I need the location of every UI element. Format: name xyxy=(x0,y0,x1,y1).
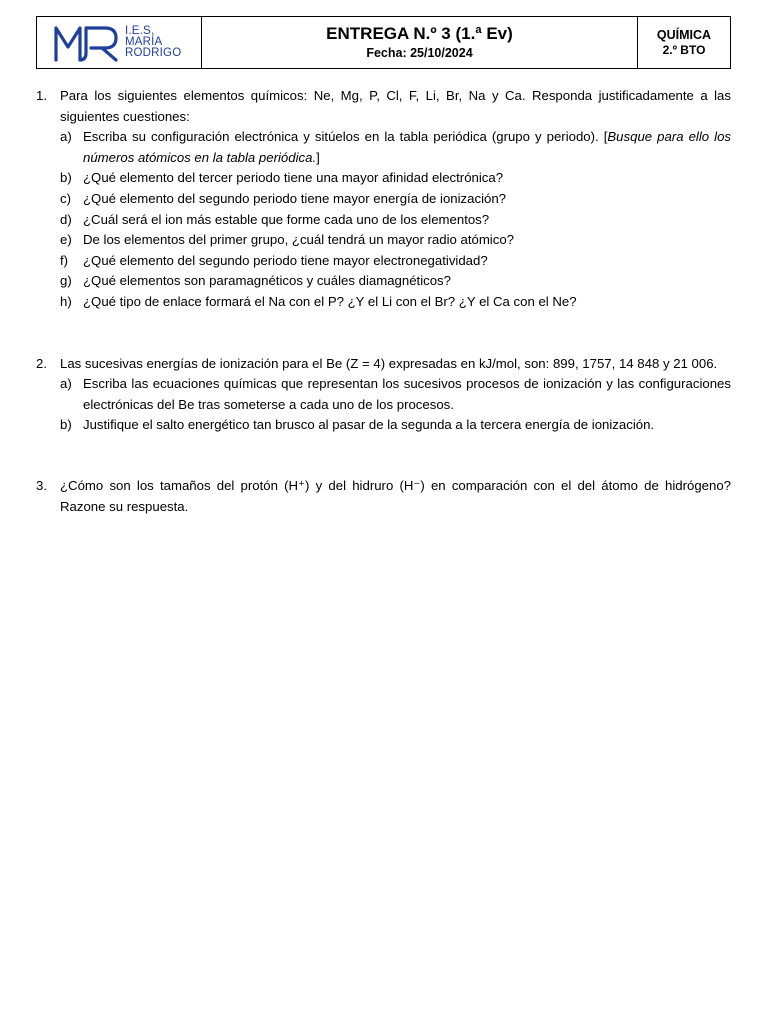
sub-question-text-end: ] xyxy=(316,149,320,165)
sub-question-text: ¿Qué tipo de enlace formará el Na con el P? ¿Y el Li con el Br? ¿Y el Ca con el Ne? xyxy=(83,293,577,309)
sub-question-text xyxy=(83,127,731,168)
subject-name: QUÍMICA xyxy=(656,28,712,42)
monogram-icon xyxy=(53,23,123,63)
question-number: 1. xyxy=(36,88,47,103)
sub-question-text: ¿Qué elementos son paramagnéticos y cuáles diamagnéticos? xyxy=(83,273,451,289)
sub-question-letter: d) xyxy=(60,211,72,227)
header-subject-cell xyxy=(638,17,730,68)
sub-question-letter: g) xyxy=(60,273,72,289)
school-name-line3: RODRIGO xyxy=(125,47,182,59)
header-title-cell xyxy=(202,17,638,68)
sub-question-c xyxy=(60,189,731,210)
sub-question-letter: b) xyxy=(60,417,72,433)
question-number: 2. xyxy=(36,355,47,371)
sub-question-b xyxy=(60,168,731,189)
question-text: Para los siguientes elementos químicos: Ne, Mg, P, Cl, F, Li, Br, Na y Ca. Responda justificadamente a las siguientes cuestiones: xyxy=(60,88,731,124)
sub-question-b xyxy=(60,415,731,436)
sub-question-text: ¿Qué elemento del segundo periodo tiene mayor electronegatividad? xyxy=(83,252,488,268)
sub-question-text: ¿Qué elemento del segundo periodo tiene mayor energía de ionización? xyxy=(83,190,507,206)
document-header xyxy=(36,16,731,69)
school-name xyxy=(125,26,181,59)
school-name-line2: MARÍA xyxy=(125,36,163,48)
sub-question-h xyxy=(60,292,731,313)
sub-question-letter: b) xyxy=(60,170,72,186)
question-list xyxy=(36,86,731,517)
school-logo xyxy=(37,17,202,68)
sub-question-letter: h) xyxy=(60,293,72,309)
question-1 xyxy=(36,86,731,313)
sub-question-text: Escriba las ecuaciones químicas que representan los sucesivos procesos de ionización y las configuraciones electrónicas del Be tras someterse a cada uno de los procesos. xyxy=(83,376,731,412)
sub-question-hint: Busque para ello los números atómicos en la tabla periódica. xyxy=(83,129,732,165)
document-title: ENTREGA N.º 3 (1.ª Ev) xyxy=(326,24,513,43)
question-text: Las sucesivas energías de ionización para el Be (Z = 4) expresadas en kJ/mol, son: 899, 1757, 14 848 y 21 006. xyxy=(60,355,718,371)
sub-question-letter: a) xyxy=(60,129,72,145)
sub-question-text: Justifique el salto energético tan brusco al pasar de la segunda a la tercera energía de ionización. xyxy=(83,417,655,433)
sub-question-a xyxy=(60,374,731,415)
sub-question-f xyxy=(60,251,731,272)
spacer xyxy=(36,313,731,354)
mr-monogram-logo xyxy=(53,23,123,63)
sub-question-d xyxy=(60,210,731,231)
sub-question-text: ¿Qué elemento del tercer periodo tiene una mayor afinidad electrónica? xyxy=(83,170,504,186)
question-text: ¿Cómo son los tamaños del protón (H⁺) y del hidruro (H⁻) en comparación con el del átomo de hidrógeno? Razone su respuesta. xyxy=(60,477,731,514)
document-date: Fecha: 25/10/2024 xyxy=(366,46,473,60)
sub-question-letter: a) xyxy=(60,376,72,392)
question-2 xyxy=(36,354,731,436)
course-level: 2.º BTO xyxy=(662,43,706,57)
sub-question-letter: e) xyxy=(60,232,72,248)
sub-question-g xyxy=(60,271,731,292)
school-name-line1: I.E.S. xyxy=(125,25,155,37)
sub-question-a xyxy=(60,127,731,168)
sub-question-text-main: Escriba su configuración electrónica y sitúelos en la tabla periódica (grupo y periodo). [ xyxy=(83,129,608,145)
spacer xyxy=(36,436,731,476)
sub-question-text: ¿Cuál será el ion más estable que forme cada uno de los elementos? xyxy=(83,211,490,227)
sub-question-letter: c) xyxy=(60,190,71,206)
sub-question-letter: f) xyxy=(60,252,69,268)
sub-question-text: De los elementos del primer grupo, ¿cuál tendrá un mayor radio atómico? xyxy=(83,232,515,248)
question-number: 3. xyxy=(36,477,47,493)
sub-question-e xyxy=(60,230,731,251)
question-3 xyxy=(36,476,731,517)
